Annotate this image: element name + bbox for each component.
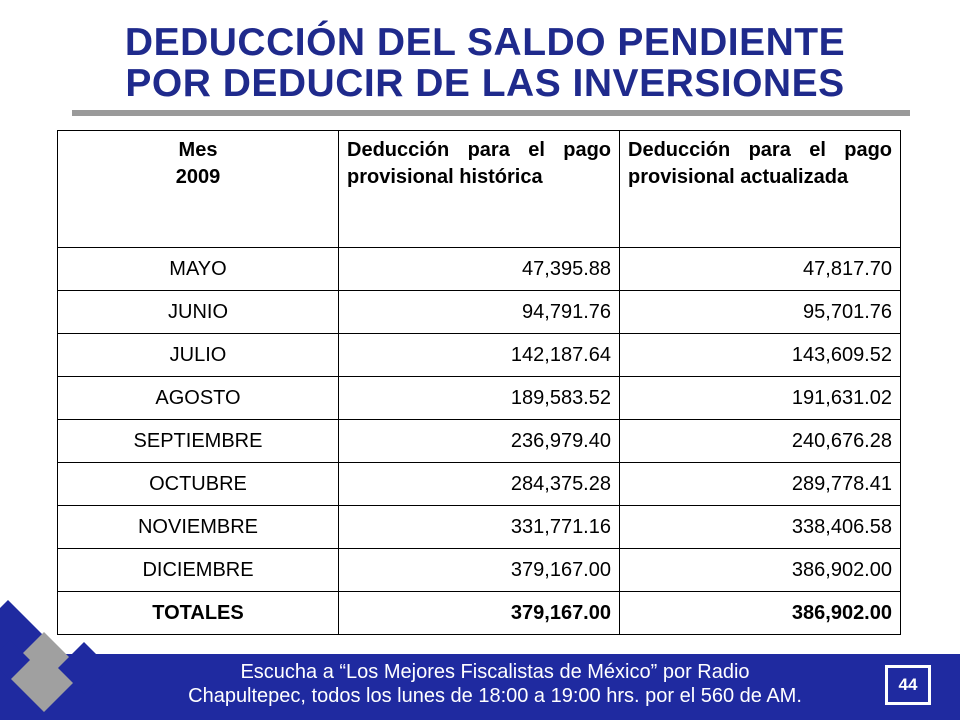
cell-mes: MAYO bbox=[58, 248, 339, 291]
table-row bbox=[58, 377, 901, 420]
table-row bbox=[58, 291, 901, 334]
header-actualizada: Deducción para el pago provisional actualizada bbox=[620, 131, 901, 248]
title-divider bbox=[72, 110, 910, 116]
cell-mes: SEPTIEMBRE bbox=[58, 420, 339, 463]
cell-mes: AGOSTO bbox=[58, 377, 339, 420]
footer-line-2: Chapultepec, todos los lunes de 18:00 a 19:00 hrs. por el 560 de AM. bbox=[188, 685, 802, 707]
slide-title-line-1: DEDUCCIÓN DEL SALDO PENDIENTE bbox=[124, 21, 846, 64]
footer-message bbox=[90, 660, 900, 708]
cell-actualizada: 143,609.52 bbox=[620, 334, 901, 377]
table-row bbox=[58, 248, 901, 291]
table-row bbox=[58, 506, 901, 549]
cell-historica: 142,187.64 bbox=[339, 334, 620, 377]
slide-title-line-2: POR DEDUCIR DE LAS INVERSIONES bbox=[125, 62, 845, 105]
page-number-badge bbox=[884, 664, 932, 706]
cell-actualizada: 95,701.76 bbox=[620, 291, 901, 334]
deduction-table bbox=[57, 130, 901, 635]
cell-historica: 379,167.00 bbox=[339, 549, 620, 592]
cell-total-label: TOTALES bbox=[58, 592, 339, 635]
header-mes-year: 2009 bbox=[175, 166, 221, 188]
page-number: 44 bbox=[888, 668, 928, 702]
table-row bbox=[58, 420, 901, 463]
cell-historica: 94,791.76 bbox=[339, 291, 620, 334]
cell-actualizada: 240,676.28 bbox=[620, 420, 901, 463]
cell-actualizada: 47,817.70 bbox=[620, 248, 901, 291]
header-historica: Deducción para el pago provisional histórica bbox=[339, 131, 620, 248]
table-row bbox=[58, 334, 901, 377]
cell-actualizada: 289,778.41 bbox=[620, 463, 901, 506]
cell-historica: 236,979.40 bbox=[339, 420, 620, 463]
cell-historica: 284,375.28 bbox=[339, 463, 620, 506]
table-row bbox=[58, 463, 901, 506]
cell-actualizada: 386,902.00 bbox=[620, 549, 901, 592]
cell-actualizada: 338,406.58 bbox=[620, 506, 901, 549]
table-total-row bbox=[58, 592, 901, 635]
cell-mes: NOVIEMBRE bbox=[58, 506, 339, 549]
cell-historica: 331,771.16 bbox=[339, 506, 620, 549]
cell-mes: JULIO bbox=[58, 334, 339, 377]
table-row bbox=[58, 549, 901, 592]
cell-mes: DICIEMBRE bbox=[58, 549, 339, 592]
header-mes-label: Mes bbox=[178, 139, 218, 161]
cell-mes: JUNIO bbox=[58, 291, 339, 334]
cell-total-actualizada: 386,902.00 bbox=[620, 592, 901, 635]
cell-actualizada: 191,631.02 bbox=[620, 377, 901, 420]
slide-title bbox=[70, 22, 900, 104]
cell-mes: OCTUBRE bbox=[58, 463, 339, 506]
cell-historica: 189,583.52 bbox=[339, 377, 620, 420]
header-mes bbox=[58, 131, 339, 248]
cell-historica: 47,395.88 bbox=[339, 248, 620, 291]
cell-total-historica: 379,167.00 bbox=[339, 592, 620, 635]
footer-line-1: Escucha a “Los Mejores Fiscalistas de México” por Radio bbox=[240, 661, 750, 683]
table-header-row bbox=[58, 131, 901, 248]
